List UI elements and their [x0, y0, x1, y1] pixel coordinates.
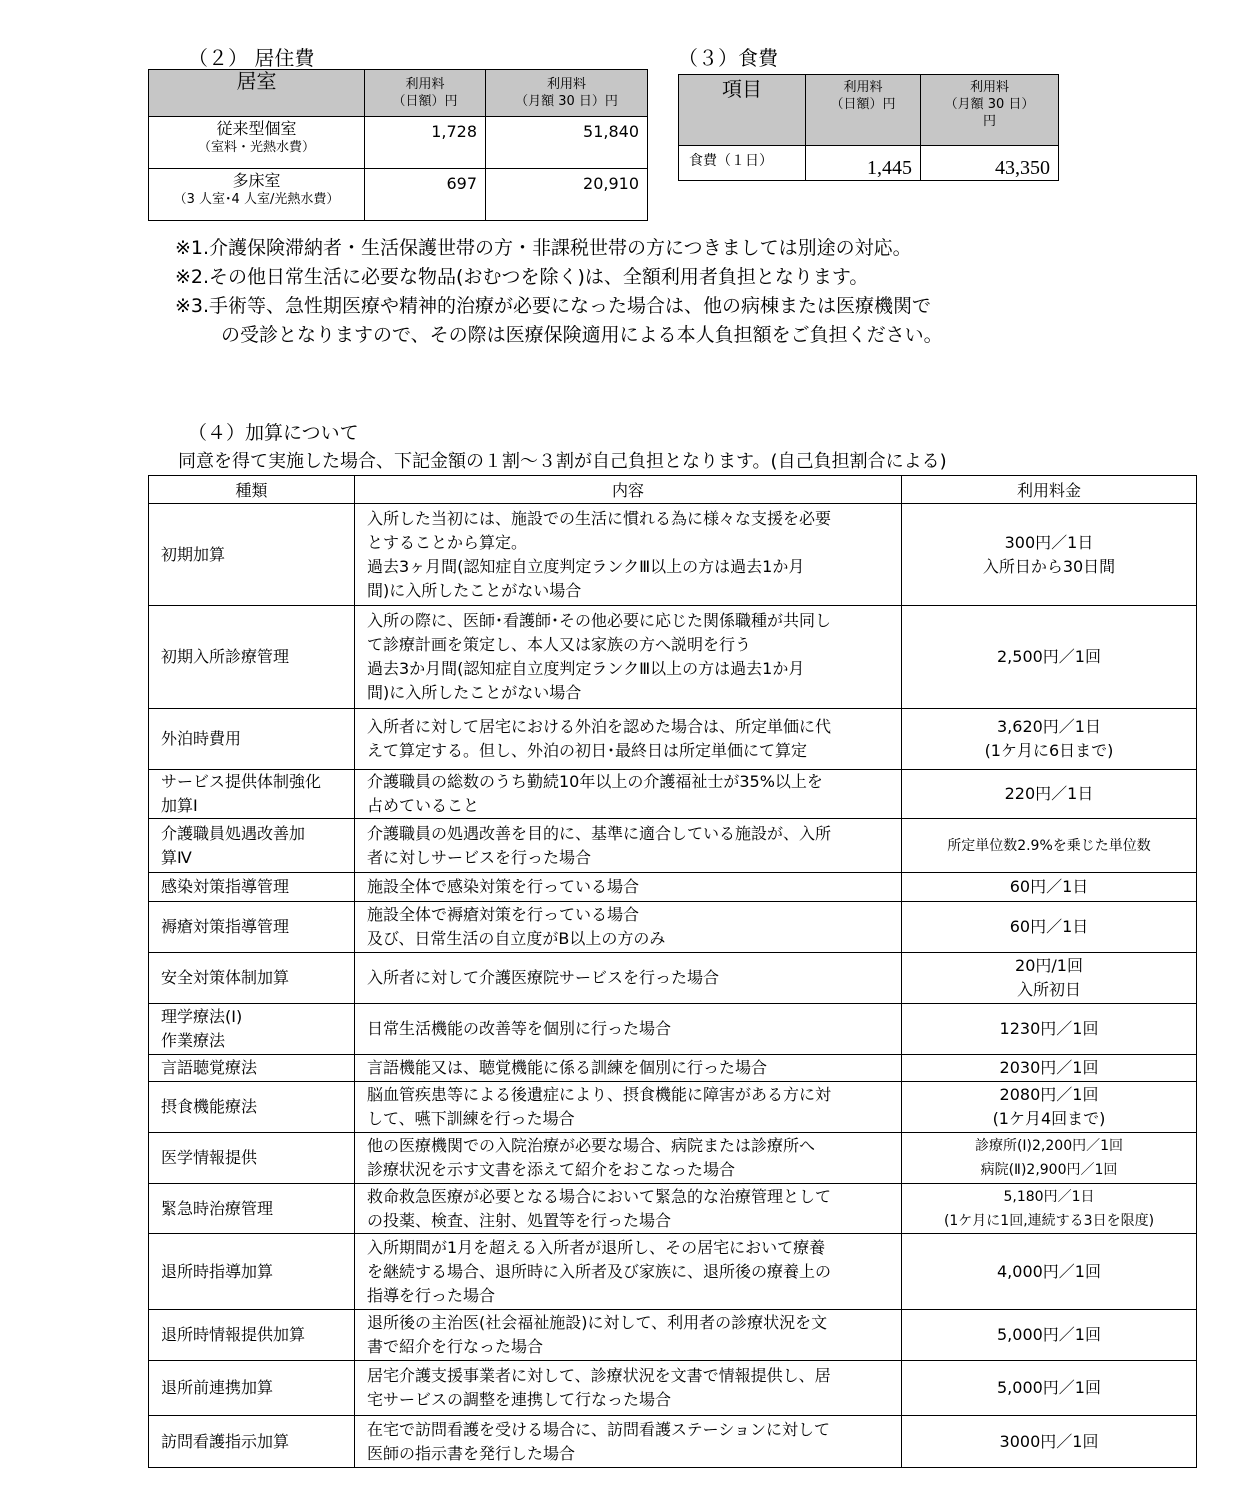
kind-cell: [149, 606, 355, 709]
note-3-continued: の受診となりますので、その際は医療保険適用による本人負担額をご負担ください。: [221, 324, 943, 346]
content-cell: [355, 953, 902, 1004]
fee-line: (1ケ月4回まで): [992, 1109, 1106, 1128]
table-row: [149, 1133, 1197, 1184]
table-row: [149, 1361, 1197, 1416]
fee-cell: [902, 1361, 1197, 1416]
fee-line: 2030円／1回: [999, 1058, 1099, 1077]
content-line: て診療計画を策定し、本人又は家族の方へ説明を行う: [367, 635, 752, 654]
table-row: [149, 606, 1197, 709]
fee-line: (1ケ月に1回,連続する3日を限度): [943, 1212, 1155, 1229]
room-name: 従来型個室 （室料・光熱水費）: [149, 117, 365, 169]
kind-cell: [149, 1184, 355, 1234]
kind-line: 初期入所診療管理: [161, 647, 290, 666]
content-cell: [355, 1416, 902, 1468]
fee-cell: [902, 819, 1197, 873]
fee-line: 60円／1日: [1009, 917, 1089, 936]
content-line: 宅サービスの調整を連携して行なった場合: [367, 1390, 672, 1409]
content-cell: [355, 1082, 902, 1133]
content-cell: [355, 1133, 902, 1184]
content-cell: [355, 873, 902, 902]
kind-cell: [149, 902, 355, 953]
meal-table: [678, 74, 1059, 181]
kind-cell: [149, 1310, 355, 1361]
content-line: とすることから算定。: [367, 532, 528, 552]
content-cell: [355, 1310, 902, 1361]
monthly-fee: 20,910: [486, 169, 648, 221]
content-line: 者に対しサービスを行った場合: [367, 847, 592, 867]
fee-line: 60円／1日: [1009, 877, 1089, 896]
content-cell: [355, 770, 902, 819]
header-content: 内容: [355, 476, 902, 504]
table-row: [149, 1234, 1197, 1310]
fee-line: 入所日から30日間: [982, 556, 1116, 576]
table-row: [149, 709, 1197, 770]
kind-line: 感染対策指導管理: [161, 877, 290, 896]
fee-line: 5,000円／1回: [997, 1325, 1101, 1344]
content-line: 救命救急医療が必要となる場合において緊急的な治療管理として: [367, 1186, 832, 1206]
monthly-fee: 43,350: [921, 146, 1059, 181]
table-row: [149, 953, 1197, 1004]
content-line: 施設全体で褥瘡対策を行っている場合: [367, 905, 640, 924]
content-line: えて算定する。但し、外泊の初日･最終日は所定単価にて算定: [367, 741, 808, 760]
kind-line: 加算Ⅰ: [161, 796, 198, 815]
note-2: ※2.その他日常生活に必要な物品(おむつを除く)は、全額利用者負担となります。: [175, 266, 869, 288]
content-line: 入所した当初には、施設での生活に慣れる為に様々な支援を必要: [367, 508, 832, 528]
kind-line: 言語聴覚療法: [161, 1058, 258, 1077]
fee-cell: [902, 606, 1197, 709]
content-line: の投薬、検査、注射、処置等を行った場合: [367, 1210, 672, 1230]
fee-line: 診療所(Ⅰ)2,200円／1回: [974, 1138, 1124, 1154]
fee-line: 病院(Ⅱ)2,900円／1回: [980, 1162, 1118, 1178]
header-room: 居室: [149, 70, 365, 117]
content-line: 入所者に対して介護医療院サービスを行った場合: [367, 968, 720, 987]
note-3: ※3.手術等、急性期医療や精神的治療が必要になった場合は、他の病棟または医療機関で: [175, 295, 932, 317]
content-line: 診療状況を示す文書を添えて紹介をおこなった場合: [367, 1160, 736, 1179]
residence-title: （２） 居住費: [188, 46, 315, 70]
table-row: [149, 819, 1197, 873]
kind-cell: [149, 953, 355, 1004]
table-row: [149, 902, 1197, 953]
header-monthly: 利用料 （月額 30 日）円: [486, 70, 648, 117]
content-line: 及び、日常生活の自立度がB以上の方のみ: [367, 929, 666, 948]
content-line: 過去3ヶ月間(認知症自立度判定ランクⅢ以上の方は過去1か月: [367, 556, 805, 576]
table-row: [149, 1184, 1197, 1234]
table-row: [149, 770, 1197, 819]
content-line: 在宅で訪問看護を受ける場合に、訪問看護ステーションに対して: [367, 1419, 831, 1439]
kind-cell: [149, 1234, 355, 1310]
content-cell: [355, 1004, 902, 1055]
content-line: 脳血管疾患等による後遺症により、摂食機能に障害がある方に対: [367, 1085, 832, 1104]
table-header-row: [149, 476, 1197, 504]
content-cell: [355, 504, 902, 606]
kind-line: 退所前連携加算: [161, 1378, 274, 1397]
kind-line: 摂食機能療法: [161, 1097, 258, 1116]
fee-line: 所定単位数2.9%を乗じた単位数: [947, 837, 1151, 854]
room-name: 多床室 （3 人室･4 人室/光熱水費）: [149, 169, 365, 221]
kind-line: 算Ⅳ: [161, 847, 192, 867]
fee-cell: [902, 709, 1197, 770]
content-line: 退所後の主治医(社会福祉施設)に対して、利用者の診療状況を文: [367, 1313, 828, 1332]
kind-cell: [149, 1133, 355, 1184]
kind-cell: [149, 709, 355, 770]
fee-cell: [902, 902, 1197, 953]
table-row: [149, 1310, 1197, 1361]
content-line: 書で紹介を行なった場合: [367, 1337, 544, 1356]
kind-cell: [149, 1416, 355, 1468]
fee-line: 220円／1日: [1004, 784, 1094, 803]
fee-cell: [902, 1416, 1197, 1468]
content-cell: [355, 1055, 902, 1082]
content-line: 居宅介護支援事業者に対して、診療状況を文書で情報提供し、居: [367, 1366, 831, 1385]
kind-line: 退所時指導加算: [161, 1261, 274, 1281]
table-header-row: [149, 70, 648, 117]
content-cell: [355, 1234, 902, 1310]
fee-line: 20円/1回: [1015, 956, 1083, 975]
kind-cell: [149, 1004, 355, 1055]
content-line: 指導を行った場合: [367, 1285, 496, 1305]
note-1: ※1.介護保険滞納者・生活保護世帯の方・非課税世帯の方につきましては別途の対応。: [175, 237, 912, 259]
header-kind: 種類: [149, 476, 355, 504]
kind-cell: [149, 819, 355, 873]
kind-line: 作業療法: [161, 1031, 226, 1050]
fee-cell: [902, 1133, 1197, 1184]
kind-line: 介護職員処遇改善加: [161, 823, 306, 843]
content-line: 施設全体で感染対策を行っている場合: [367, 877, 640, 896]
fee-line: 3000円／1回: [999, 1431, 1099, 1451]
kind-line: 褥瘡対策指導管理: [161, 917, 290, 936]
header-daily: 利用料 （日額）円: [806, 75, 921, 146]
addition-title: （４）加算について: [188, 422, 359, 444]
header-fee: 利用料金: [902, 476, 1197, 504]
fee-line: 入所初日: [1016, 980, 1081, 999]
kind-line: 理学療法(Ⅰ): [161, 1007, 243, 1026]
residence-table: [148, 69, 648, 221]
header-daily: 利用料 （日額）円: [365, 70, 486, 117]
content-line: 介護職員の処遇改善を目的に、基準に適合している施設が、入所: [367, 823, 832, 843]
kind-line: サービス提供体制強化: [161, 772, 322, 791]
kind-cell: [149, 1055, 355, 1082]
kind-cell: [149, 1082, 355, 1133]
header-monthly: 利用料 （月額 30 日） 円: [921, 75, 1059, 146]
content-line: 医師の指示書を発行した場合: [367, 1443, 576, 1463]
content-line: 入所者に対して居宅における外泊を認めた場合は、所定単価に代: [367, 717, 832, 736]
kind-line: 緊急時治療管理: [161, 1198, 274, 1218]
table-row: [149, 1416, 1197, 1468]
table-row: [149, 504, 1197, 606]
content-line: 過去3か月間(認知症自立度判定ランクⅢ以上の方は過去1か月: [367, 659, 805, 678]
fee-cell: [902, 770, 1197, 819]
addition-table: [148, 475, 1197, 1468]
kind-line: 外泊時費用: [161, 729, 242, 748]
kind-line: 訪問看護指示加算: [161, 1431, 290, 1451]
meal-label: 食費（１日）: [679, 146, 806, 181]
fee-cell: [902, 1004, 1197, 1055]
fee-cell: [902, 1184, 1197, 1234]
content-line: 介護職員の総数のうち勤続10年以上の介護福祉士が35%以上を: [367, 772, 823, 791]
daily-fee: 1,445: [806, 146, 921, 181]
fee-cell: [902, 1310, 1197, 1361]
content-line: して、嚥下訓練を行った場合: [367, 1109, 575, 1128]
fee-cell: [902, 873, 1197, 902]
addition-intro: 同意を得て実施した場合、下記金額の１割～３割が自己負担となります。(自己負担割合による): [178, 451, 947, 472]
fee-line: 300円／1日: [1004, 532, 1094, 552]
table-row: [149, 117, 648, 169]
fee-line: (1ケ月に6日まで): [984, 741, 1114, 760]
fee-line: 1230円／1回: [999, 1019, 1099, 1038]
table-row: [149, 873, 1197, 902]
content-line: 間)に入所したことがない場合: [367, 580, 582, 600]
kind-cell: [149, 770, 355, 819]
kind-cell: [149, 873, 355, 902]
kind-cell: [149, 504, 355, 606]
meal-title: （３）食費: [678, 46, 778, 70]
content-line: 占めていること: [367, 796, 480, 815]
daily-fee: 697: [365, 169, 486, 221]
table-row: [149, 169, 648, 221]
table-row: [679, 146, 1059, 181]
table-row: [149, 1055, 1197, 1082]
content-line: 日常生活機能の改善等を個別に行った場合: [367, 1019, 672, 1038]
table-row: [149, 1082, 1197, 1133]
content-cell: [355, 819, 902, 873]
content-cell: [355, 1361, 902, 1416]
kind-line: 初期加算: [161, 544, 226, 564]
fee-line: 4,000円／1回: [997, 1261, 1101, 1281]
fee-cell: [902, 1055, 1197, 1082]
notes: [175, 234, 943, 350]
kind-line: 退所時情報提供加算: [161, 1325, 306, 1344]
content-line: 言語機能又は、聴覚機能に係る訓練を個別に行った場合: [367, 1058, 768, 1077]
fee-cell: [902, 1234, 1197, 1310]
content-line: 入所期間が1月を超える入所者が退所し、その居宅において療養: [367, 1237, 826, 1257]
header-item: 項目: [679, 75, 806, 146]
table-row: [149, 1004, 1197, 1055]
kind-line: 安全対策体制加算: [161, 968, 290, 987]
fee-line: 3,620円／1日: [997, 717, 1101, 736]
fee-line: 5,180円／1日: [1003, 1188, 1095, 1205]
content-line: 間)に入所したことがない場合: [367, 683, 582, 702]
fee-cell: [902, 953, 1197, 1004]
kind-cell: [149, 1361, 355, 1416]
fee-cell: [902, 1082, 1197, 1133]
fee-line: 5,000円／1回: [997, 1378, 1101, 1397]
content-line: 他の医療機関での入院治療が必要な場合、病院または診療所へ: [367, 1136, 816, 1155]
content-cell: [355, 709, 902, 770]
fee-cell: [902, 504, 1197, 606]
content-line: 入所の際に、医師･看護師･その他必要に応じた関係職種が共同し: [367, 611, 832, 630]
content-line: を継続する場合、退所時に入所者及び家族に、退所後の療養上の: [367, 1261, 832, 1281]
kind-line: 医学情報提供: [161, 1148, 258, 1167]
fee-line: 2,500円／1回: [997, 647, 1101, 666]
content-cell: [355, 902, 902, 953]
content-cell: [355, 1184, 902, 1234]
fee-line: 2080円／1回: [999, 1085, 1099, 1104]
monthly-fee: 51,840: [486, 117, 648, 169]
table-header-row: [679, 75, 1059, 146]
daily-fee: 1,728: [365, 117, 486, 169]
content-cell: [355, 606, 902, 709]
